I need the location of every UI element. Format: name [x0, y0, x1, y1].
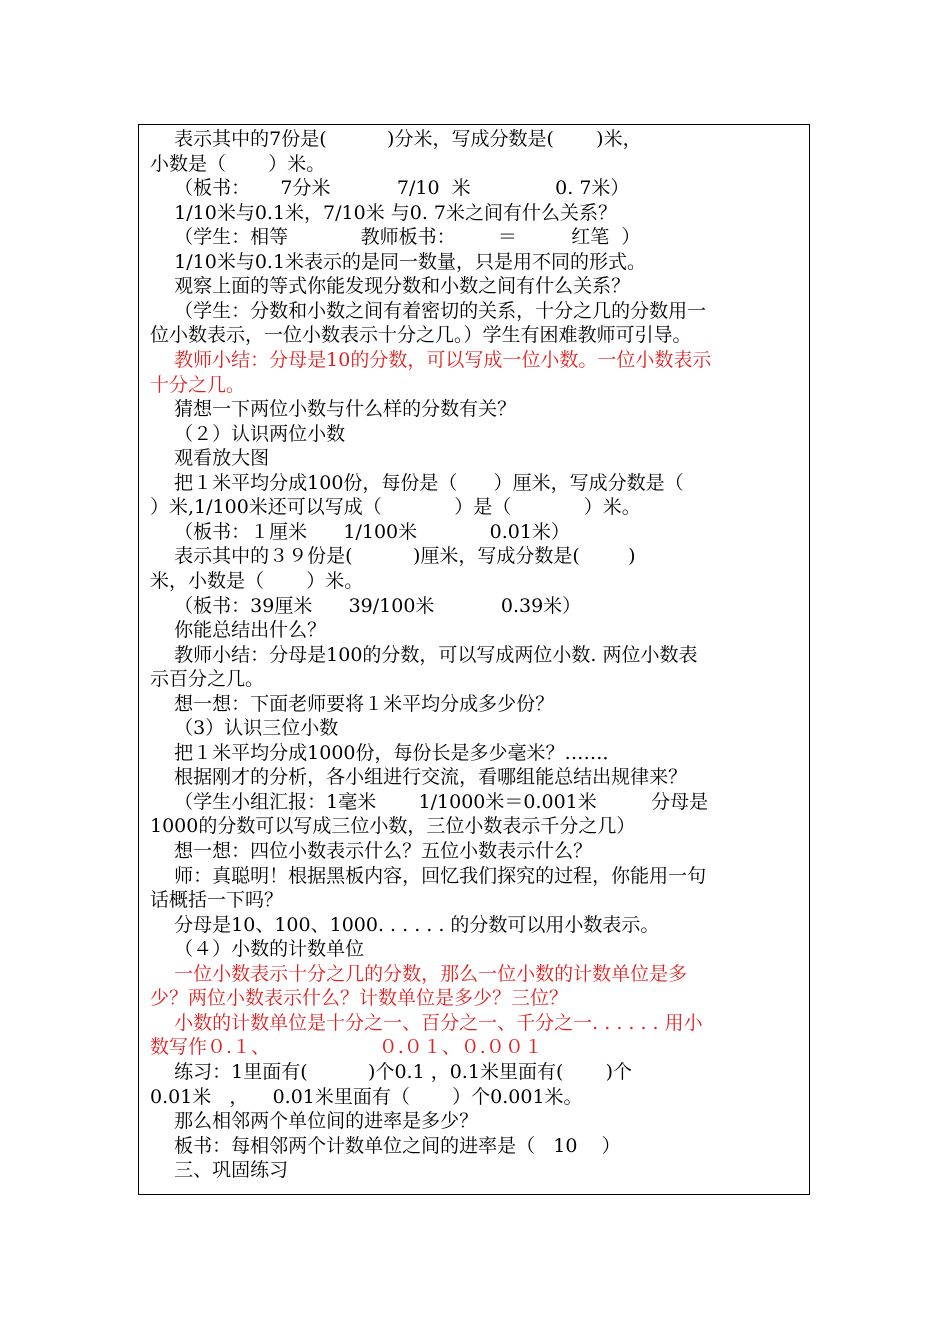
text-line: （3）认识三位小数 [150, 717, 339, 740]
text-line: 1000的分数可以写成三位小数，三位小数表示千分之几） [150, 815, 636, 838]
text-line: （学生：相等 教师板书： ＝ 红笔 ） [150, 226, 641, 249]
text-line: （板书：39厘米 39/100米 0.39米） [150, 594, 582, 617]
text-line: 把１米平均分成1000份，每份长是多少毫米？……． [150, 741, 622, 764]
text-line: （学生：分数和小数之间有着密切的关系，十分之几的分数用一 [150, 299, 707, 322]
text-line: 米，小数是（ ）米。 [150, 569, 364, 592]
text-line: （２）认识两位小数 [150, 422, 346, 445]
text-line: 示百分之几。 [150, 668, 265, 691]
text-line: 1/10米与0.1米，7/10米 与0. 7米之间有什么关系？ [150, 201, 618, 224]
text-line: 三、巩固练习 [150, 1159, 289, 1182]
text-line: 教师小结：分母是100的分数，可以写成两位小数. 两位小数表 [150, 643, 698, 666]
text-line: 观察上面的等式你能发现分数和小数之间有什么关系？ [150, 275, 631, 298]
text-line: 想一想：四位小数表示什么？五位小数表示什么？ [150, 840, 593, 862]
text-line: 根据刚才的分析，各小组进行交流，看哪组能总结出规律来？ [150, 766, 688, 789]
text-line: 1/10米与0.1米表示的是同一数量，只是用不同的形式。 [150, 250, 647, 273]
text-line: （４）小数的计数单位 [150, 938, 365, 961]
text-line: 位小数表示，一位小数表示十分之几。）学生有困难教师可引导。 [150, 324, 692, 347]
text-line: 观看放大图 [150, 447, 270, 470]
text-line: 少？两位小数表示什么？计数单位是多少？三位？ [150, 987, 569, 1010]
text-line: 小数的计数单位是十分之一、百分之一、千分之一. . . . . . 用小 [150, 1011, 703, 1034]
text-line: （板书： 7分米 7/10 米 0. 7米） [150, 177, 630, 200]
text-line: 小数是（ ）米。 [150, 152, 326, 175]
text-line: 师：真聪明！根据黑板内容，回忆我们探究的过程，你能用一句 [150, 864, 707, 887]
text-line: 把１米平均分成100份，每份是（ ）厘米，写成分数是（ [150, 471, 684, 494]
text-line: 0.01米 ， 0.01米里面有（ ）个0.001米。 [150, 1085, 583, 1108]
text-line: （学生小组汇报：1毫米 1/1000米＝0.001米 分母是 [150, 790, 709, 813]
text-line: 表示其中的7份是( )分米，写成分数是( )米， [150, 128, 642, 150]
text-line: 话概括一下吗？ [150, 889, 284, 912]
text-line: 一位小数表示十分之几的分数，那么一位小数的计数单位是多 [150, 962, 688, 985]
text-line: （板书：１厘米 1/100米 0.01米） [150, 520, 570, 543]
text-line: 练习：1里面有( )个0.1 ，0.1米里面有( )个 [150, 1060, 633, 1083]
text-line: 猜想一下两位小数与什么样的分数有关？ [150, 398, 517, 421]
text-line: 想一想：下面老师要将１米平均分成多少份？ [150, 692, 555, 715]
text-line: 那么相邻两个单位间的进率是多少？ [150, 1110, 479, 1132]
text-line: 教师小结：分母是10的分数，可以写成一位小数。一位小数表示 [150, 349, 712, 371]
text-line: 分母是10、100、1000. . . . . . 的分数可以用小数表示。 [150, 913, 660, 936]
text-line: 十分之几。 [150, 373, 246, 396]
text-line: 板书：每相邻两个计数单位之间的进率是（ 10 ） [150, 1134, 621, 1157]
text-line: 表示其中的３９份是( )厘米，写成分数是( ) [150, 545, 636, 568]
text-line: 你能总结出什么？ [150, 619, 327, 641]
text-line: 数写作０.１、 ０.０１、０.００１ [150, 1036, 543, 1059]
text-line: ）米,1/100米还可以写成（ ）是（ ）米。 [150, 496, 641, 519]
